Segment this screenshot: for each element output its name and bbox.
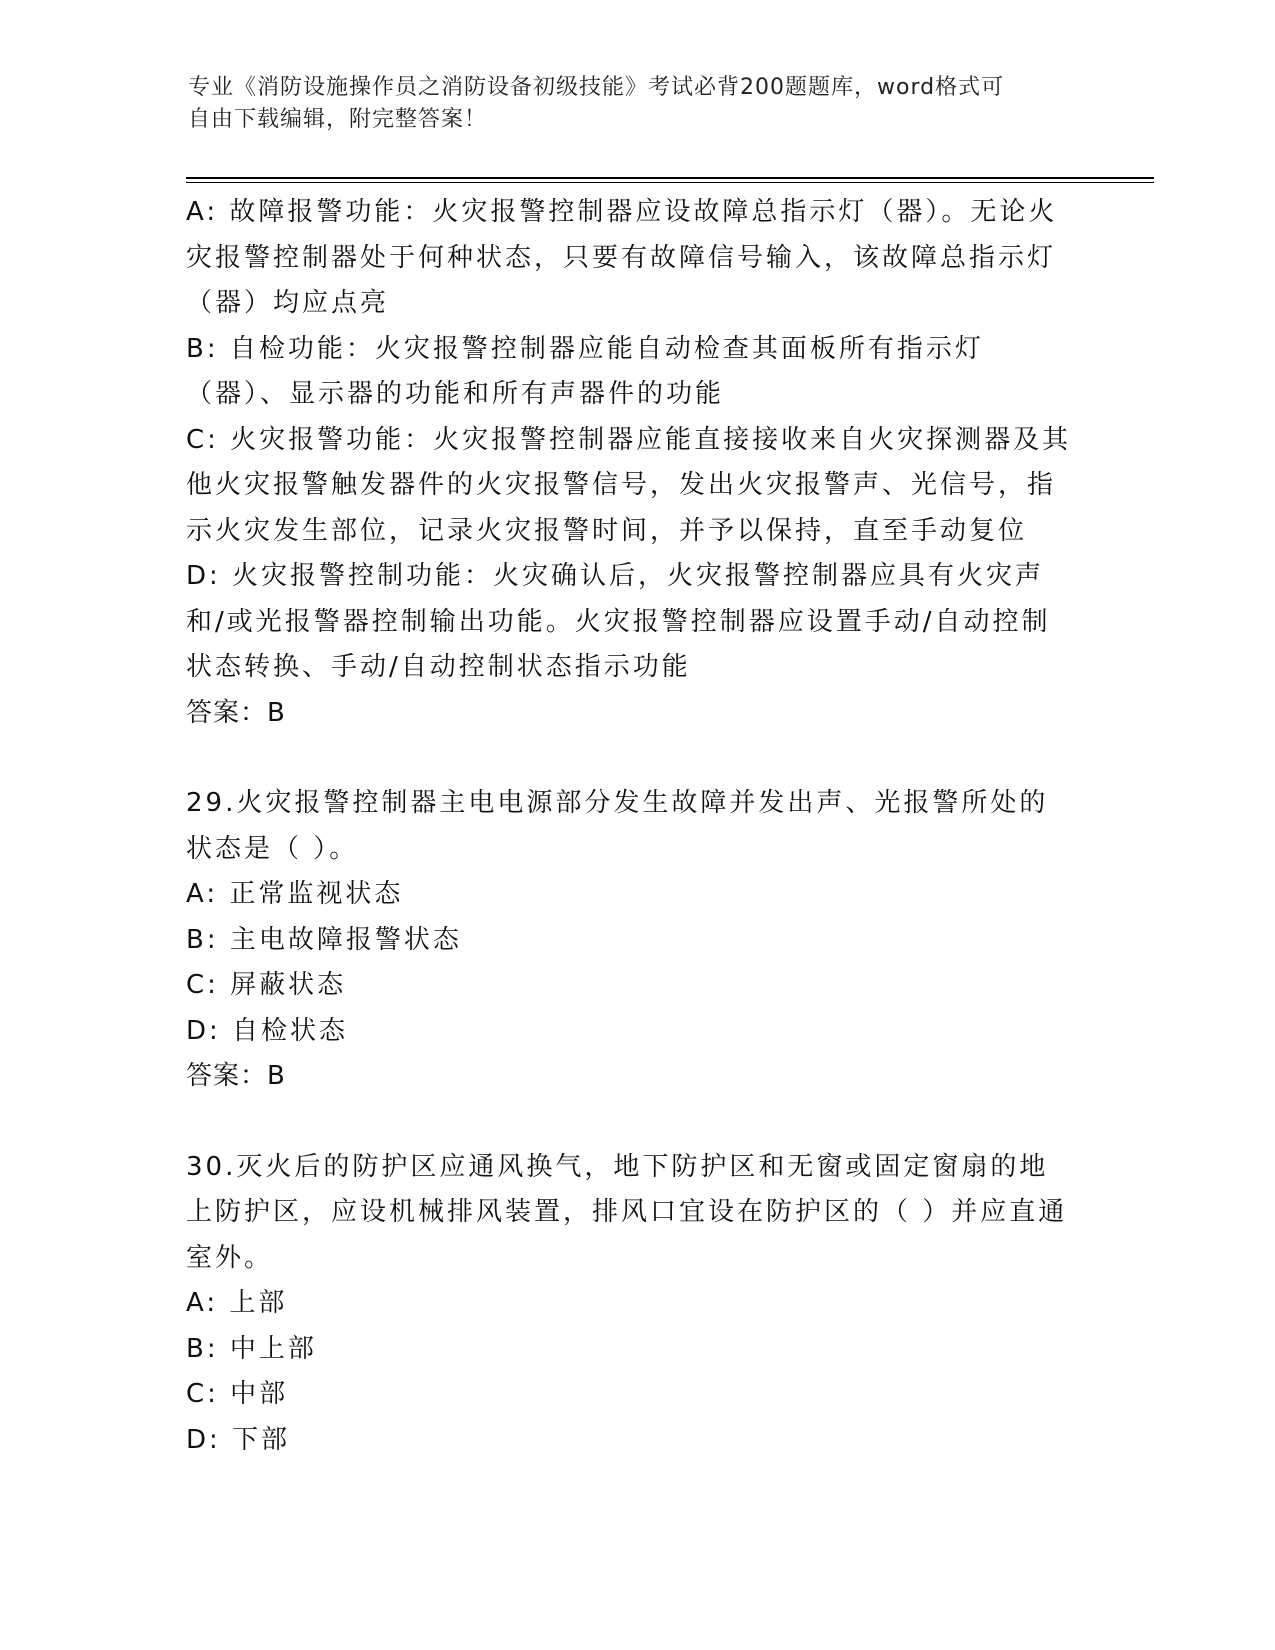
question-28-options <box>186 190 1076 736</box>
spacer <box>186 736 1076 781</box>
q28-option-b: B: 自检功能：火灾报警控制器应能自动检查其面板所有指示灯（器）、显示器的功能和所有声器件的功能 <box>186 333 984 409</box>
spacer <box>186 1100 1076 1145</box>
q29-answer: 答案：B <box>186 1061 286 1091</box>
q28-option-c: C: 火灾报警功能：火灾报警控制器应能直接接收来自火灾探测器及其他火灾报警触发器件的火灾报警信号，发出火灾报警声、光信号，指示火灾发生部位，记录火灾报警时间，并予以保持，直至手动复位 <box>186 424 1072 546</box>
header-line-1: 专业《消防设施操作员之消防设备初级技能》考试必背200题题库，word格式可 <box>188 75 1005 100</box>
q30-option-d: D: 下部 <box>186 1424 291 1455</box>
q28-option-d: D: 火灾报警控制功能：火灾确认后，火灾报警控制器应具有火灾声和/或光报警器控制输出功能。火灾报警控制器应设置手动/自动控制状态转换、手动/自动控制状态指示功能 <box>186 561 1051 682</box>
header-rule-thick <box>186 177 1154 179</box>
document-header <box>188 72 1068 136</box>
q28-answer: 答案：B <box>186 697 286 728</box>
document-body <box>186 190 1076 1463</box>
header-line-2: 自由下载编辑，附完整答案！ <box>188 107 488 132</box>
q29-question: 29.火灾报警控制器主电电源部分发生故障并发出声、光报警所处的状态是（ ）。 <box>186 788 1049 864</box>
question-30 <box>186 1145 1076 1464</box>
question-29 <box>186 781 1076 1100</box>
q30-option-b: B: 中上部 <box>186 1333 317 1364</box>
q30-option-a: A: 上部 <box>186 1288 288 1318</box>
q29-option-b: B: 主电故障报警状态 <box>186 924 462 955</box>
q29-option-a: A: 正常监视状态 <box>186 879 404 909</box>
q30-question: 30.灭火后的防护区应通风换气，地下防护区和无窗或固定窗扇的地上防护区，应设机械排风装置，排风口宜设在防护区的（ ）并应直通室外。 <box>186 1151 1068 1273</box>
q28-option-a: A: 故障报警功能：火灾报警控制器应设故障总指示灯（器）。无论火灾报警控制器处于何种状态，只要有故障信号输入，该故障总指示灯（器）均应点亮 <box>186 197 1058 318</box>
header-rule-thin <box>186 182 1154 183</box>
q29-option-d: D: 自检状态 <box>186 1015 349 1046</box>
q30-option-c: C: 中部 <box>186 1379 289 1409</box>
q29-option-c: C: 屏蔽状态 <box>186 970 347 1000</box>
